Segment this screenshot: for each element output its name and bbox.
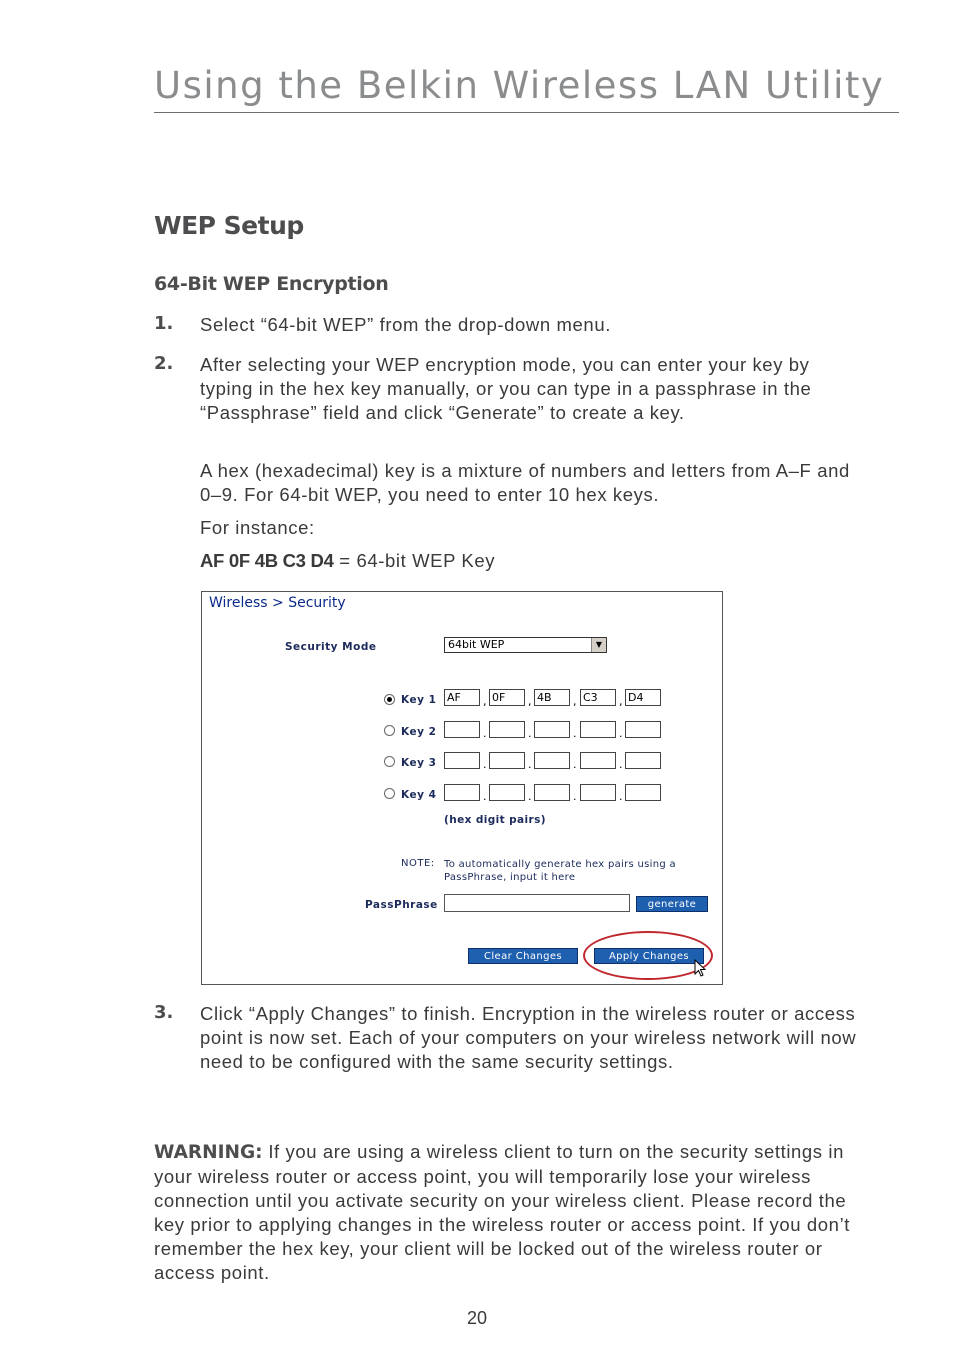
page-number: 20 (466, 1308, 488, 1328)
security-mode-value: 64bit WEP (448, 638, 505, 651)
key4-radio[interactable] (384, 788, 395, 799)
key1-radio[interactable] (384, 694, 395, 705)
section-title: WEP Setup (154, 211, 304, 240)
key2-field-4[interactable] (580, 721, 616, 738)
warning-label: WARNING: (154, 1142, 263, 1163)
key3-field-1[interactable] (444, 752, 480, 769)
security-mode-label: Security Mode (285, 641, 377, 653)
chevron-down-icon[interactable]: ▼ (591, 638, 606, 652)
header-divider (154, 112, 899, 113)
example-line (200, 549, 865, 573)
step-text-1: Select “64-bit WEP” from the drop-down menu. (200, 314, 611, 335)
key4-field-3[interactable] (534, 784, 570, 801)
key4-field-2[interactable] (489, 784, 525, 801)
key1-field-3[interactable]: 4B (534, 689, 570, 706)
key3-field-3[interactable] (534, 752, 570, 769)
apply-changes-button[interactable]: Apply Changes (594, 948, 704, 964)
note-text: To automatically generate hex pairs using a PassPhrase, input it here (444, 859, 676, 883)
subsection-title: 64-Bit WEP Encryption (154, 273, 389, 295)
hex-explanation: A hex (hexadecimal) key is a mixture of numbers and letters from A–F and 0–9. For 64-bit WEP, you need to enter 10 hex keys. (200, 460, 850, 505)
key4-field-5[interactable] (625, 784, 661, 801)
example-key: AF 0F 4B C3 D4 (200, 550, 334, 571)
key1-field-5[interactable]: D4 (625, 689, 661, 706)
key2-field-2[interactable] (489, 721, 525, 738)
key3-field-2[interactable] (489, 752, 525, 769)
warning-paragraph (154, 1140, 866, 1285)
key4-field-4[interactable] (580, 784, 616, 801)
clear-changes-button[interactable]: Clear Changes (468, 948, 578, 964)
key1-field-4[interactable]: C3 (580, 689, 616, 706)
step-number-3: 3. (154, 1002, 174, 1023)
key1-field-2[interactable]: 0F (489, 689, 525, 706)
security-mode-select[interactable] (444, 637, 607, 653)
step-text-3: Click “Apply Changes” to finish. Encryption in the wireless router or access point is now set. Each of your computers on your wireless network will now need to be configured with the same security settings. (200, 1003, 857, 1072)
key1-label: Key 1 (401, 694, 437, 706)
key3-radio[interactable] (384, 756, 395, 767)
panel-breadcrumb: Wireless > Security (209, 595, 346, 611)
key1-field-1[interactable]: AF (444, 689, 480, 706)
security-settings-screenshot: Wireless > Security Security Mode 64bit WEP ▼ Key 1 AF , 0F , 4B , C3 , D4 Key 2 . . . . Key 3 . . . . Key 4 . . . . (hex digit pairs) NOTE: To automatically generate hex pairs using a PassPhrase, input it here PassPhrase generate Clear Changes Apply Changes (201, 591, 723, 985)
example-suffix: = 64-bit WEP Key (333, 550, 496, 571)
passphrase-input[interactable] (444, 894, 630, 912)
step-text-2: After selecting your WEP encryption mode, you can enter your key by typing in the hex key manually, or you can type in a passphrase in the “Passphrase” field and click “Generate” to create a key. (200, 354, 812, 423)
warning-text: If you are using a wireless client to turn on the security settings in your wireless router or access point, you will temporarily lose your wireless connection until you activate security on your wireless client. Please record the key prior to applying changes in the wireless router or access point. If you don’t remember the hex key, your client will be locked out of the wireless router or access point. (154, 1141, 851, 1283)
key3-label: Key 3 (401, 757, 437, 769)
key2-radio[interactable] (384, 725, 395, 736)
step-number-2: 2. (154, 353, 174, 374)
key2-field-1[interactable] (444, 721, 480, 738)
key3-field-5[interactable] (625, 752, 661, 769)
key3-field-4[interactable] (580, 752, 616, 769)
hex-digit-pairs-note: (hex digit pairs) (444, 814, 546, 826)
key2-label: Key 2 (401, 726, 437, 738)
note-label: NOTE: (401, 858, 435, 869)
page-header-title: Using the Belkin Wireless LAN Utility (154, 64, 885, 107)
for-instance-text: For instance: (200, 517, 315, 538)
mouse-pointer-icon (694, 959, 706, 977)
key4-label: Key 4 (401, 789, 437, 801)
key2-field-3[interactable] (534, 721, 570, 738)
generate-button[interactable]: generate (636, 896, 708, 912)
step-number-1: 1. (154, 313, 174, 334)
key4-field-1[interactable] (444, 784, 480, 801)
key2-field-5[interactable] (625, 721, 661, 738)
passphrase-label: PassPhrase (365, 899, 438, 911)
